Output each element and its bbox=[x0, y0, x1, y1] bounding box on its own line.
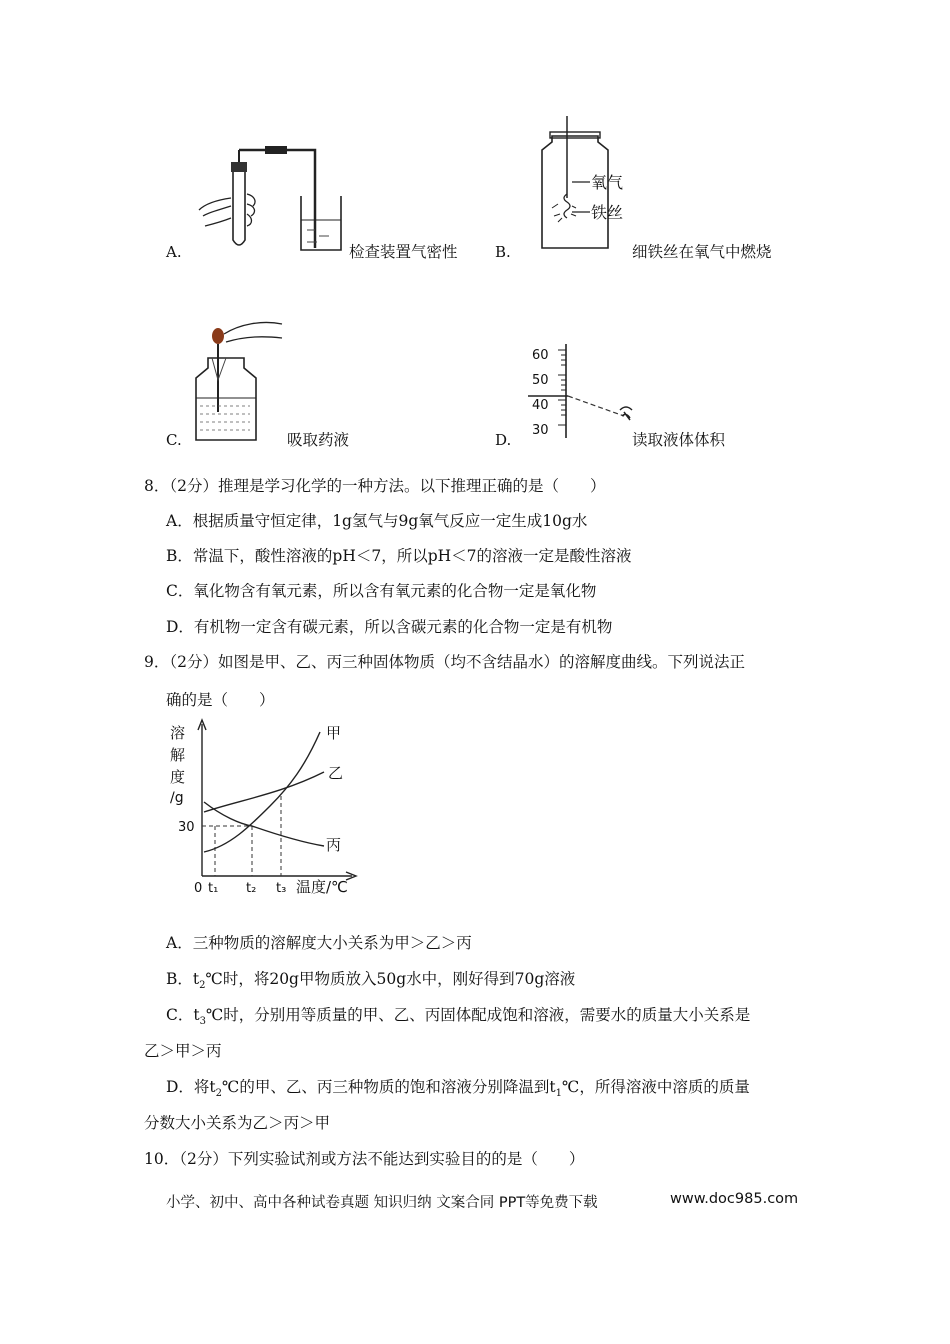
tick-30: 30 bbox=[532, 423, 549, 438]
ylabel-char-3: 度 bbox=[170, 768, 186, 786]
question-8-option-b: B．常温下，酸性溶液的pH＜7，所以pH＜7的溶液一定是酸性溶液 bbox=[166, 547, 632, 565]
question-9-option-b: B．$t_2℃$时，将20g甲物质放入50g水中，刚好得到70g溶液 bbox=[166, 970, 576, 992]
question-9-option-d-line2: 分数大小关系为乙＞丙＞甲 bbox=[144, 1114, 331, 1132]
question-8-stem: 8．（2分）推理是学习化学的一种方法。以下推理正确的是（ ） bbox=[144, 477, 606, 495]
tick-60: 60 bbox=[532, 348, 549, 363]
question-9-option-c: C．$t_3℃$时，分别用等质量的甲、乙、丙固体配成饱和溶液，需要水的质量大小关系是 bbox=[166, 1006, 751, 1028]
y-tick-30: 30 bbox=[178, 820, 195, 835]
question-9-stem-line2: 确的是（ ） bbox=[166, 691, 275, 709]
ylabel-char-1: 溶 bbox=[170, 724, 186, 742]
series-label-bing: 丙 bbox=[326, 836, 342, 854]
footer-website-link[interactable]: www.doc985.com bbox=[670, 1191, 799, 1207]
curve-yi bbox=[204, 772, 324, 812]
option-c-caption: 吸取药液 bbox=[287, 431, 350, 449]
option-b-letter: B. bbox=[495, 243, 511, 261]
option-a-caption: 检查装置气密性 bbox=[349, 243, 458, 261]
question-8-option-a: A．根据质量守恒定律，1g氢气与9g氧气反应一定生成10g水 bbox=[166, 512, 588, 530]
question-8-option-d: D．有机物一定含有碳元素，所以含碳元素的化合物一定是有机物 bbox=[166, 618, 613, 636]
x-tick-t3: t₃ bbox=[276, 881, 287, 896]
option-d-letter: D. bbox=[495, 431, 512, 449]
origin-label: 0 bbox=[194, 881, 203, 896]
footer-promo-text: 小学、初中、高中各种试卷真题 知识归纳 文案合同 PPT等免费下载 bbox=[166, 1195, 598, 1211]
question-10-stem: 10．（2分）下列实验试剂或方法不能达到实验目的的是（ ） bbox=[144, 1150, 585, 1168]
option-c-letter: C. bbox=[166, 431, 182, 449]
x-tick-t2: t₂ bbox=[246, 881, 257, 896]
x-axis-label: 温度/℃ bbox=[296, 878, 348, 896]
airtightness-check-illustration bbox=[195, 140, 345, 255]
question-9-option-a: A．三种物质的溶解度大小关系为甲＞乙＞丙 bbox=[166, 934, 472, 952]
solubility-curve-chart bbox=[160, 716, 360, 898]
curve-jia bbox=[204, 732, 320, 852]
question-9-stem-line1: 9．（2分）如图是甲、乙、丙三种固体物质（均不含结晶水）的溶解度曲线。下列说法正 bbox=[144, 653, 745, 671]
curve-bing bbox=[204, 802, 324, 846]
series-label-yi: 乙 bbox=[328, 764, 344, 782]
question-8-option-c: C．氧化物含有氧元素，所以含有氧元素的化合物一定是氧化物 bbox=[166, 582, 597, 600]
tick-50: 50 bbox=[532, 373, 549, 388]
x-tick-t1: t₁ bbox=[208, 881, 219, 896]
question-9-option-c-line2: 乙＞甲＞丙 bbox=[144, 1042, 222, 1060]
ylabel-char-2: 解 bbox=[170, 746, 186, 764]
ylabel-char-4: /g bbox=[170, 790, 184, 806]
iron-wire-burning-illustration bbox=[520, 116, 640, 256]
question-9-option-d: D．将$t_2℃$的甲、乙、丙三种物质的饱和溶液分别降温到$t_1℃$，所得溶液中溶质的质量 bbox=[166, 1078, 750, 1100]
option-b-caption: 细铁丝在氧气中燃烧 bbox=[632, 243, 772, 261]
graduated-cylinder-reading-illustration bbox=[528, 342, 638, 442]
option-a-letter: A. bbox=[166, 243, 182, 261]
oxygen-label: 氧气 bbox=[591, 173, 624, 192]
series-label-jia: 甲 bbox=[326, 724, 342, 742]
tick-40: 40 bbox=[532, 398, 549, 413]
dropper-suction-illustration bbox=[190, 318, 285, 444]
option-d-caption: 读取液体体积 bbox=[632, 431, 726, 449]
iron-wire-label: 铁丝 bbox=[591, 203, 624, 222]
